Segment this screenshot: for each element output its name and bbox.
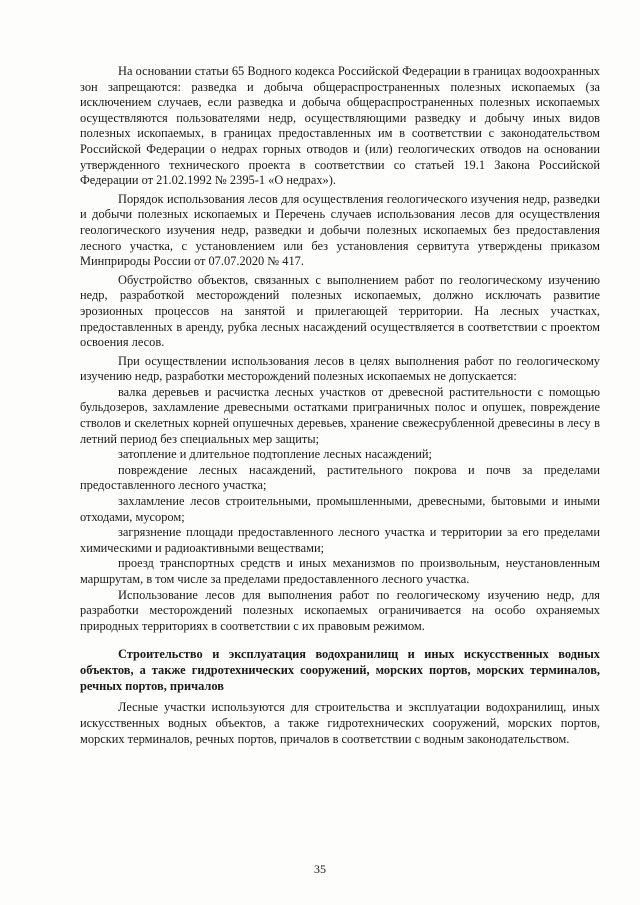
paragraph-forest-use-order: Порядок использования лесов для осуществления геологического изучения недр, разведки и добычи полезных ископаемых и Перечень случаев использования лесов для осуществления геологического изучения недр, разведки и добычи полезных ископаемых без предоставления лесного участка, с установлением или без установления сервитута утверждены приказом Минприроды России от 07.07.2020 № 417. <box>80 191 600 269</box>
paragraph-reservoirs: Лесные участки используются для строительства и эксплуатации водохранилищ, иных искусственных водных объектов, а также гидротехнических сооружений, морских портов, морских терминалов, речных портов, причалов в соответствии с водным законодательством. <box>80 700 600 746</box>
list-item: затопление и длительное подтопление лесных насаждений; <box>118 447 432 462</box>
paragraph-protected-areas: Использование лесов для выполнения работ по геологическому изучению недр, для разработки месторождений полезных ископаемых ограничивается на особо охраняемых природных территориях в соответствии с их правовым режимом. <box>80 587 600 633</box>
list-item: валка деревьев и расчистка лесных участков от древесной растительности с помощью бульдозеров, захламление древесными остатками приграничных полос и опушек, повреждение стволов и скелетных корней опушечных деревьев, хранение свежесрубленной древесины в лесу в летний период без специальных мер защиты; <box>80 384 600 446</box>
paragraph-facilities: Обустройство объектов, связанных с выполнением работ по геологическому изучению недр, разработкой месторождений полезных ископаемых, должно исключать развитие эрозионных процессов на занятой и прилегающей территории. На лесных участках, предоставленных в аренду, рубка лесных насаждений осуществляется в соответствии с проектом освоения лесов. <box>80 272 600 350</box>
section-heading: Строительство и эксплуатация водохранилищ и иных искусственных водных объектов, а также гидротехнических сооружений, морских портов, морских терминалов, речных портов, причалов <box>80 647 600 694</box>
list-item: повреждение лесных насаждений, растительного покрова и почв за пределами предоставленного лесного участка; <box>80 462 600 493</box>
paragraph-water-code: На основании статьи 65 Водного кодекса Российской Федерации в границах водоохранных зон запрещаются: разведка и добыча общераспространенных полезных ископаемых (за исключением случаев, если разведка и добыча общераспространенных полезных ископаемых осуществляются пользователями недр, осуществляющими разведку и добычу иных видов полезных ископаемых, в границах предоставленных им в соответствии с законодательством Российской Федерации о недрах горных отводов и (или) геологических отводов на основании утвержденного технического проекта в соответствии со статьей 19.1 Закона Российской Федерации от 21.02.1992 № 2395-1 «О недрах»). <box>80 64 600 188</box>
list-item: проезд транспортных средств и иных механизмов по произвольным, неустановленным маршрутам, в том числе за пределами предоставленного лесного участка. <box>80 556 600 586</box>
page-number: 35 <box>314 862 326 876</box>
paragraph-prohibitions-intro: При осуществлении использования лесов в целях выполнения работ по геологическому изучению недр, разработки месторождений полезных ископаемых не допускается: <box>80 353 600 384</box>
list-item: захламление лесов строительными, промышленными, древесными, бытовыми и иными отходами, мусором; <box>80 494 600 524</box>
list-item: загрязнение площади предоставленного лесного участка и территории за его пределами химическими и радиоактивными веществами; <box>80 525 600 555</box>
document-body <box>80 64 600 750</box>
